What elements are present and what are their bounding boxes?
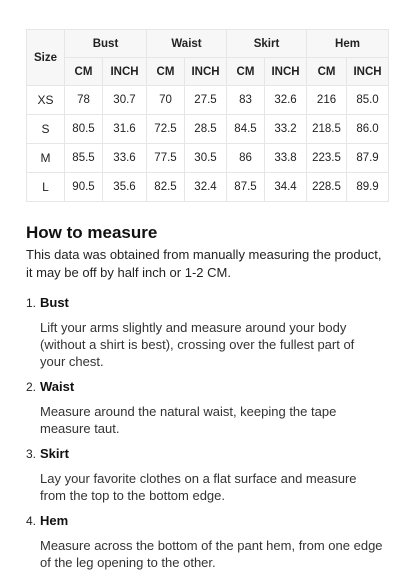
- unit-header: INCH: [347, 58, 389, 86]
- size-label: L: [27, 173, 65, 202]
- table-cell: 32.4: [185, 173, 227, 202]
- group-header-waist: Waist: [147, 30, 227, 58]
- table-cell: 30.7: [103, 86, 147, 115]
- table-cell: 34.4: [265, 173, 307, 202]
- table-unit-header-row: [27, 58, 389, 86]
- table-cell: 31.6: [103, 115, 147, 144]
- unit-header: CM: [227, 58, 265, 86]
- step-number: 2.: [26, 380, 37, 394]
- table-cell: 87.5: [227, 173, 265, 202]
- step-description: Lay your favorite clothes on a flat surface and measure from the top to the bottom edge.: [40, 471, 357, 503]
- step-number: 1.: [26, 296, 37, 310]
- table-cell: 218.5: [307, 115, 347, 144]
- table-cell: 84.5: [227, 115, 265, 144]
- table-cell: 86.0: [347, 115, 389, 144]
- unit-header: CM: [147, 58, 185, 86]
- table-row: [27, 173, 389, 202]
- table-cell: 77.5: [147, 144, 185, 173]
- table-cell: 82.5: [147, 173, 185, 202]
- size-label: S: [27, 115, 65, 144]
- table-cell: 78: [65, 86, 103, 115]
- list-item: [26, 512, 383, 571]
- table-row: [27, 115, 389, 144]
- size-label: M: [27, 144, 65, 173]
- step-description: Lift your arms slightly and measure around your body (without a shirt is best), crossing over the fullest part of your chest.: [40, 320, 355, 369]
- step-description: Measure across the bottom of the pant hem, from one edge of the leg opening to the other.: [40, 538, 383, 570]
- measure-steps-list: [26, 294, 383, 571]
- table-cell: 216: [307, 86, 347, 115]
- step-name: Bust: [40, 295, 69, 310]
- table-cell: 32.6: [265, 86, 307, 115]
- table-cell: 223.5: [307, 144, 347, 173]
- size-column-header: Size: [27, 30, 65, 86]
- size-chart-table: [26, 29, 389, 202]
- table-cell: 83: [227, 86, 265, 115]
- unit-header: CM: [65, 58, 103, 86]
- group-header-hem: Hem: [307, 30, 389, 58]
- how-to-measure-section: [26, 223, 387, 571]
- group-header-bust: Bust: [65, 30, 147, 58]
- table-cell: 35.6: [103, 173, 147, 202]
- list-item: [26, 378, 383, 437]
- section-intro: This data was obtained from manually measuring the product, it may be off by half inch or 1-2 CM.: [26, 247, 382, 280]
- table-cell: 90.5: [65, 173, 103, 202]
- table-row: [27, 144, 389, 173]
- section-title: How to measure: [26, 223, 158, 242]
- unit-header: INCH: [185, 58, 227, 86]
- step-name: Waist: [40, 379, 75, 394]
- list-item: [26, 445, 383, 504]
- table-cell: 33.2: [265, 115, 307, 144]
- step-name: Hem: [40, 513, 69, 528]
- table-cell: 33.8: [265, 144, 307, 173]
- group-header-skirt: Skirt: [227, 30, 307, 58]
- table-cell: 72.5: [147, 115, 185, 144]
- table-cell: 70: [147, 86, 185, 115]
- table-row: [27, 86, 389, 115]
- unit-header: CM: [307, 58, 347, 86]
- table-cell: 27.5: [185, 86, 227, 115]
- list-item: [26, 294, 383, 370]
- step-description: Measure around the natural waist, keeping the tape measure taut.: [40, 404, 337, 436]
- table-cell: 28.5: [185, 115, 227, 144]
- size-label: XS: [27, 86, 65, 115]
- unit-header: INCH: [103, 58, 147, 86]
- table-cell: 86: [227, 144, 265, 173]
- unit-header: INCH: [265, 58, 307, 86]
- step-name: Skirt: [40, 446, 69, 461]
- table-cell: 89.9: [347, 173, 389, 202]
- table-cell: 33.6: [103, 144, 147, 173]
- table-group-header-row: [27, 30, 389, 58]
- table-cell: 85.5: [65, 144, 103, 173]
- table-cell: 30.5: [185, 144, 227, 173]
- table-cell: 87.9: [347, 144, 389, 173]
- table-cell: 228.5: [307, 173, 347, 202]
- step-number: 4.: [26, 514, 37, 528]
- table-cell: 80.5: [65, 115, 103, 144]
- step-number: 3.: [26, 447, 37, 461]
- table-cell: 85.0: [347, 86, 389, 115]
